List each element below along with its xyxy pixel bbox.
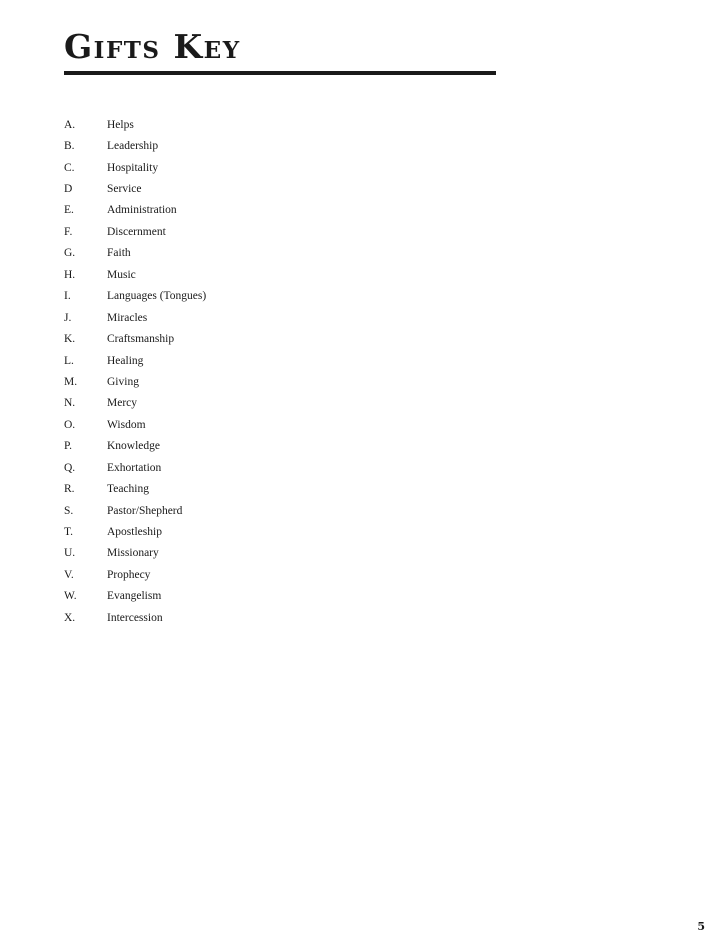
list-item — [64, 436, 464, 457]
gift-letter: T. — [64, 526, 74, 539]
list-item — [64, 307, 464, 328]
gift-name: Music — [107, 268, 136, 281]
list-item — [64, 564, 464, 585]
list-item — [64, 286, 464, 307]
gift-name: Helps — [107, 118, 134, 131]
gift-name: Healing — [107, 354, 144, 367]
gift-letter: M. — [64, 375, 78, 388]
gift-letter: D — [64, 183, 73, 196]
list-item — [64, 114, 464, 135]
gift-name: Evangelism — [107, 590, 162, 603]
gift-name: Prophecy — [107, 568, 151, 581]
list-item — [64, 371, 464, 392]
gift-letter: O. — [64, 418, 76, 431]
gift-letter: I. — [64, 290, 71, 303]
gift-name: Languages (Tongues) — [107, 290, 207, 303]
gift-name: Leadership — [107, 140, 159, 153]
gift-name: Miracles — [107, 311, 148, 324]
gift-letter: N. — [64, 397, 76, 410]
gift-letter: W. — [64, 590, 77, 603]
gift-name: Missionary — [107, 547, 159, 560]
gift-name: Wisdom — [107, 418, 146, 431]
gift-letter: R. — [64, 483, 75, 496]
gift-name: Knowledge — [107, 440, 161, 453]
gift-letter: V. — [64, 568, 74, 581]
gift-letter: H. — [64, 268, 76, 281]
gift-name: Teaching — [107, 483, 149, 496]
gifts-list — [64, 114, 464, 629]
gift-letter: A. — [64, 118, 76, 131]
list-item — [64, 350, 464, 371]
gift-name: Pastor/Shepherd — [107, 504, 183, 517]
gift-name: Apostleship — [107, 526, 162, 539]
gift-name: Faith — [107, 247, 131, 260]
gift-name: Craftsmanship — [107, 333, 175, 346]
gift-letter: B. — [64, 140, 75, 153]
list-item — [64, 264, 464, 285]
gift-name: Hospitality — [107, 161, 159, 174]
list-item — [64, 328, 464, 349]
list-item — [64, 393, 464, 414]
list-item — [64, 221, 464, 242]
list-item — [64, 157, 464, 178]
gift-letter: P. — [64, 440, 72, 453]
list-item — [64, 243, 464, 264]
list-item — [64, 500, 464, 521]
gift-letter: E. — [64, 204, 74, 217]
gift-letter: J. — [64, 311, 72, 324]
list-item — [64, 586, 464, 607]
list-item — [64, 200, 464, 221]
gift-letter: S. — [64, 504, 74, 517]
list-item — [64, 543, 464, 564]
title-underline — [64, 71, 496, 75]
list-item — [64, 607, 464, 628]
list-item — [64, 521, 464, 542]
gift-name: Discernment — [107, 225, 166, 238]
list-item — [64, 414, 464, 435]
gift-letter: G. — [64, 247, 76, 260]
page-number: 5 — [697, 920, 705, 933]
gift-letter: U. — [64, 547, 76, 560]
gift-name: Mercy — [107, 397, 138, 410]
list-item — [64, 135, 464, 156]
gift-name: Intercession — [107, 611, 163, 624]
list-item — [64, 457, 464, 478]
gift-letter: L. — [64, 354, 74, 367]
list-item — [64, 478, 464, 499]
gift-letter: X. — [64, 611, 76, 624]
gift-name: Administration — [107, 204, 177, 217]
gift-letter: C. — [64, 161, 75, 174]
gift-name: Exhortation — [107, 461, 162, 474]
gift-letter: F. — [64, 225, 73, 238]
gift-name: Service — [107, 183, 142, 196]
gift-letter: K. — [64, 333, 76, 346]
list-item — [64, 178, 464, 199]
gift-letter: Q. — [64, 461, 76, 474]
gift-name: Giving — [107, 375, 139, 388]
page-title: Gifts Key — [64, 27, 241, 66]
